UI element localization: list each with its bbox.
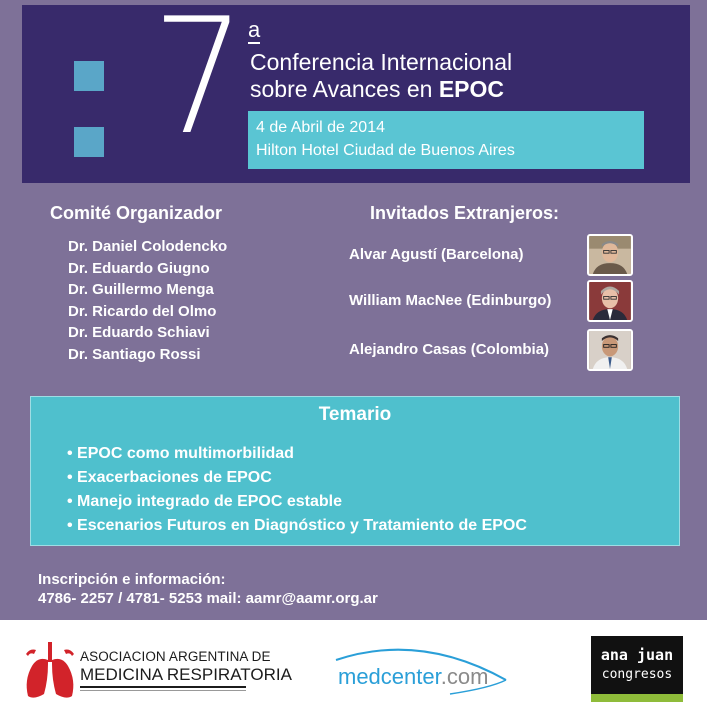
committee-member: Dr. Eduardo Schiavi bbox=[68, 324, 210, 342]
event-venue: Hilton Hotel Ciudad de Buenos Aires bbox=[256, 142, 515, 159]
lungs-logo-icon bbox=[24, 640, 76, 702]
title-line-2 bbox=[250, 76, 512, 103]
medcenter-name: medcenter bbox=[338, 664, 441, 689]
guest-item bbox=[349, 234, 639, 278]
committee-member: Dr. Daniel Colodencko bbox=[68, 238, 228, 255]
edition-number: 7 bbox=[152, 0, 246, 170]
sponsors-footer bbox=[0, 620, 707, 707]
temario-item: • Exacerbaciones de EPOC bbox=[67, 466, 527, 490]
guest-name: Alvar Agustí (Barcelona) bbox=[349, 246, 524, 263]
date-venue-box bbox=[248, 111, 644, 169]
ana-juan-line-2: congresos bbox=[601, 667, 673, 682]
temario-item: • EPOC como multimorbilidad bbox=[67, 442, 527, 466]
temario-title: Temario bbox=[318, 404, 392, 425]
aamr-line-1: ASOCIACION ARGENTINA DE bbox=[80, 649, 271, 664]
contact-details: 4786- 2257 / 4781- 5253 mail: aamr@aamr.org.ar bbox=[38, 590, 378, 607]
header-banner bbox=[22, 0, 690, 183]
temario-list bbox=[67, 442, 527, 538]
title-epoc: EPOC bbox=[438, 76, 505, 102]
temario-box bbox=[30, 396, 680, 546]
contact-info bbox=[38, 570, 378, 608]
portrait-photo-icon bbox=[587, 280, 633, 322]
ana-juan-line-1: ana juan bbox=[600, 646, 674, 664]
aamr-logo-text bbox=[80, 650, 292, 691]
medcenter-wordmark bbox=[338, 664, 488, 690]
committee-member: Dr. Ricardo del Olmo bbox=[68, 302, 217, 320]
aamr-divider bbox=[80, 686, 246, 688]
title-line-2-prefix: sobre Avances en bbox=[250, 76, 439, 102]
edition-superscript: a bbox=[248, 17, 261, 42]
guest-name: Alejandro Casas (Colombia) bbox=[349, 341, 550, 358]
title-line-1: Conferencia Internacional bbox=[250, 49, 513, 75]
portrait-photo-icon bbox=[587, 234, 633, 276]
committee-member: Dr. Guillermo Menga bbox=[68, 281, 214, 299]
guest-item bbox=[349, 329, 639, 373]
guests-title: Invitados Extranjeros: bbox=[370, 203, 560, 223]
event-date: 4 de Abril de 2014 bbox=[256, 119, 385, 136]
organizing-committee-list bbox=[68, 236, 227, 366]
conference-title bbox=[250, 49, 512, 103]
contact-label: Inscripción e información: bbox=[38, 571, 226, 588]
decorative-square-icon bbox=[74, 127, 104, 157]
aamr-line-2: MEDICINA RESPIRATORIA bbox=[80, 664, 292, 684]
committee-member: Dr. Santiago Rossi bbox=[68, 345, 201, 363]
decorative-square-icon bbox=[74, 61, 104, 91]
ana-juan-logo bbox=[591, 636, 683, 702]
guest-name: William MacNee (Edinburgo) bbox=[349, 292, 552, 309]
committee-member: Dr. Eduardo Giugno bbox=[68, 259, 210, 277]
organizing-committee-title: Comité Organizador bbox=[50, 203, 223, 223]
medcenter-logo bbox=[330, 638, 510, 698]
temario-item: • Manejo integrado de EPOC estable bbox=[67, 490, 527, 514]
aamr-divider bbox=[80, 690, 246, 691]
medcenter-suffix: .com bbox=[440, 664, 489, 689]
portrait-photo-icon bbox=[587, 329, 633, 371]
guest-item bbox=[349, 280, 639, 324]
temario-item: • Escenarios Futuros en Diagnóstico y Tratamiento de EPOC bbox=[67, 514, 527, 538]
ana-juan-bar bbox=[591, 694, 683, 702]
